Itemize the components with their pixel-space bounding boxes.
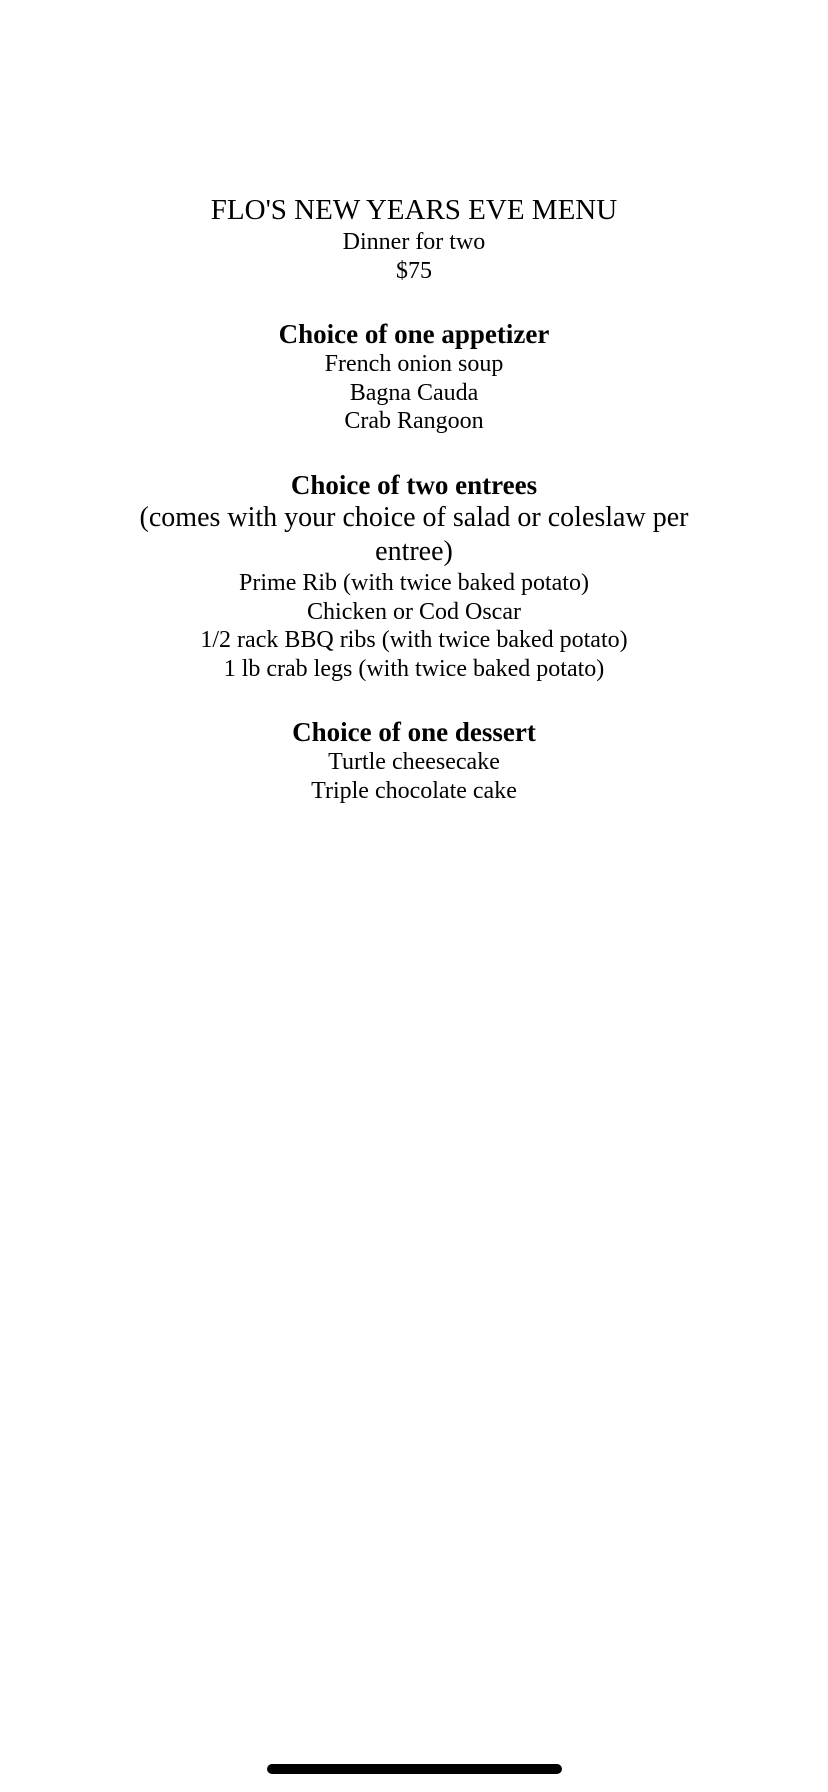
dessert-item: Turtle cheesecake: [328, 749, 500, 776]
dessert-heading: Choice of one dessert: [292, 717, 536, 748]
entree-section: [0, 469, 828, 683]
entree-item: Chicken or Cod Oscar: [307, 598, 521, 625]
appetizer-item: French onion soup: [324, 351, 504, 378]
appetizer-item: Crab Rangoon: [344, 408, 484, 435]
dessert-section: [0, 716, 828, 805]
entree-note: (comes with your choice of salad or coleslaw per entree): [139, 501, 689, 567]
entree-item: 1/2 rack BBQ ribs (with twice baked potato): [200, 627, 628, 654]
menu-subtitle: Dinner for two: [342, 229, 486, 255]
appetizer-heading: Choice of one appetizer: [278, 319, 550, 350]
menu-title: FLO'S NEW YEARS EVE MENU: [210, 194, 618, 226]
entree-heading: Choice of two entrees: [290, 469, 538, 500]
menu-price: $75: [396, 257, 432, 284]
entree-item: 1 lb crab legs (with twice baked potato): [223, 655, 605, 682]
appetizer-section: [0, 318, 828, 436]
menu-document: [0, 192, 828, 806]
home-indicator[interactable]: [267, 1764, 562, 1774]
entree-item: Prime Rib (with twice baked potato): [239, 569, 589, 596]
dessert-item: Triple chocolate cake: [311, 777, 517, 804]
appetizer-item: Bagna Cauda: [349, 379, 479, 406]
